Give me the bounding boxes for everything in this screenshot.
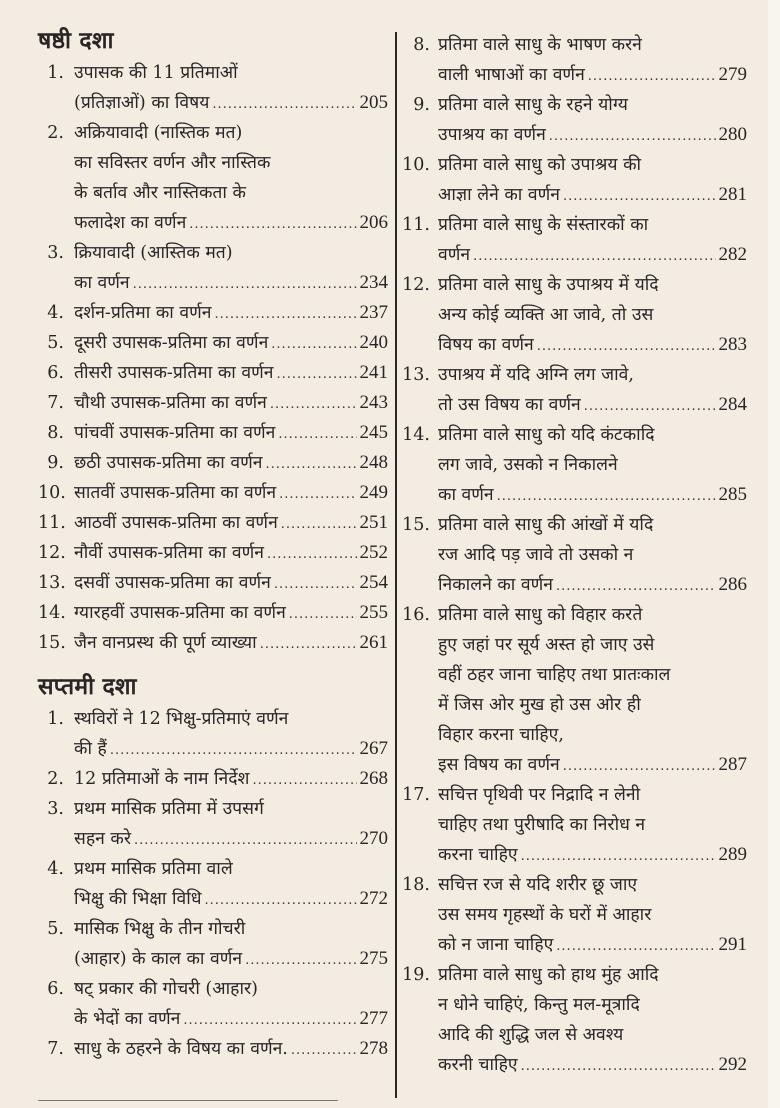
right-column [402, 30, 747, 1080]
entry-title-text: आज्ञा लेने का वर्णन [438, 185, 560, 205]
toc-entry-line [38, 1004, 388, 1034]
entry-title-text: प्रतिमा वाले साधु को विहार करते [438, 605, 643, 625]
toc-entry-line [38, 508, 388, 538]
toc-entry-line [38, 734, 388, 764]
toc-entry-line [38, 268, 388, 298]
entry-number: 18. [402, 875, 430, 895]
entry-number: 2. [47, 769, 64, 789]
page-number: 240 [359, 332, 388, 353]
entry-title-text: का वर्णन [74, 273, 130, 293]
toc-entry[interactable] [38, 764, 388, 794]
page-number: 249 [359, 482, 388, 503]
toc-entry-line [38, 598, 388, 628]
toc-entry-line [402, 600, 747, 630]
page-number: 277 [359, 1008, 388, 1029]
entry-title-text: छठी उपासक-प्रतिमा का वर्णन [74, 453, 263, 473]
entry-title-text: (आहार) के काल का वर्णन [74, 949, 243, 969]
page-number: 252 [359, 542, 388, 563]
toc-entry[interactable] [38, 418, 388, 448]
toc-entry-line [38, 208, 388, 238]
dot-leader [473, 242, 715, 272]
left-column [38, 24, 388, 1064]
entry-number: 14. [402, 425, 430, 445]
dot-leader [291, 1036, 357, 1066]
page-number: 245 [359, 422, 388, 443]
toc-entry-line [38, 1034, 388, 1064]
entry-number: 12. [38, 543, 66, 563]
toc-entry[interactable] [402, 960, 747, 1080]
page-number: 280 [718, 124, 747, 145]
entry-number: 10. [402, 155, 430, 175]
entry-title-text: रज आदि पड़ जावे तो उसको न [438, 545, 634, 565]
entry-title-text: करना चाहिए [438, 845, 518, 865]
entry-title-text: तो उस विषय का वर्णन [438, 395, 581, 415]
entry-title-text: प्रतिमा वाले साधु के संस्तारकों का [438, 215, 649, 235]
dot-leader [267, 540, 357, 570]
toc-entry-line [38, 884, 388, 914]
toc-entry-line [38, 88, 388, 118]
entry-number: 6. [47, 363, 64, 383]
entry-number: 10. [38, 483, 66, 503]
entry-title-text: को न जाना चाहिए [438, 935, 554, 955]
entry-number: 19. [402, 965, 430, 985]
entry-title-text: फलादेश का वर्णन [74, 213, 187, 233]
entry-number: 11. [402, 215, 430, 235]
toc-entry-line [38, 388, 388, 418]
dot-leader [133, 270, 357, 300]
dot-leader [549, 122, 716, 152]
entry-title-text: करनी चाहिए [438, 1055, 518, 1075]
entry-title-text: तीसरी उपासक-प्रतिमा का वर्णन [74, 363, 274, 383]
page-edge [768, 0, 780, 1108]
toc-entry[interactable] [38, 238, 388, 298]
toc-entry-line [402, 870, 747, 900]
entry-title-text: स्थविरों ने 12 भिक्षु-प्रतिमाएं वर्णन [74, 709, 289, 729]
entry-number: 15. [402, 515, 430, 535]
entry-number: 8. [413, 35, 430, 55]
toc-entry[interactable] [402, 600, 747, 780]
entry-title-text: प्रतिमा वाले साधु को हाथ मुंह आदि [438, 965, 659, 985]
page-number: 248 [359, 452, 388, 473]
toc-entry-line [402, 60, 747, 90]
page-number: 282 [718, 244, 747, 265]
toc-entry[interactable] [38, 974, 388, 1034]
toc-entry[interactable] [402, 870, 747, 960]
dot-leader [278, 420, 356, 450]
toc-entry-line [402, 1020, 747, 1050]
entry-title-text: सातवीं उपासक-प्रतिमा का वर्णन [74, 483, 277, 503]
toc-entry-line [402, 960, 747, 990]
entry-number: 7. [47, 1039, 64, 1059]
page-number: 237 [359, 302, 388, 323]
dot-leader [270, 390, 357, 420]
entry-number: 11. [38, 513, 66, 533]
page-number: 281 [718, 184, 747, 205]
entry-title-text: वर्णन [438, 245, 471, 265]
entry-title-text: प्रतिमा वाले साधु के उपाश्रय में यदि [438, 275, 659, 295]
toc-entry[interactable] [38, 58, 388, 118]
dot-leader [134, 826, 357, 856]
toc-entry-line [402, 150, 747, 180]
toc-entry[interactable] [38, 328, 388, 358]
entry-title-text: जैन वानप्रस्थ की पूर्ण व्याख्या [74, 633, 257, 653]
toc-entry[interactable] [402, 210, 747, 270]
toc-entry-line [402, 210, 747, 240]
dot-leader [279, 480, 356, 510]
entry-title-text: प्रथम मासिक प्रतिमा में उपसर्ग [74, 799, 264, 819]
page-number: 255 [359, 602, 388, 623]
page-number: 267 [359, 738, 388, 759]
entry-title-text: उपाश्रय में यदि अग्नि लग जावे, [438, 365, 634, 385]
entry-title-text: पांचवीं उपासक-प्रतिमा का वर्णन [74, 423, 276, 443]
entry-number: 9. [47, 453, 64, 473]
toc-entry-line [402, 240, 747, 270]
toc-entry-line [38, 538, 388, 568]
entry-number: 3. [47, 799, 64, 819]
toc-entry-line [402, 300, 747, 330]
entry-title-text: प्रतिमा वाले साधु के भाषण करने [438, 35, 642, 55]
entry-number: 14. [38, 603, 66, 623]
page-number: 283 [718, 334, 747, 355]
toc-entry[interactable] [38, 448, 388, 478]
dot-leader [289, 600, 357, 630]
entry-title-text: के बर्ताव और नास्तिकता के [74, 183, 246, 203]
page-number: 279 [718, 64, 747, 85]
entry-title-text: न धोने चाहिएं, किन्तु मल-मूत्रादि [438, 995, 640, 1015]
entry-number: 16. [402, 605, 430, 625]
entry-title-text: प्रतिमा वाले साधु की आंखों में यदि [438, 515, 654, 535]
toc-entry-line [402, 420, 747, 450]
toc-entry-line [402, 660, 747, 690]
entry-title-text: ग्यारहवीं उपासक-प्रतिमा का वर्णन [74, 603, 286, 623]
dot-leader [245, 946, 356, 976]
dot-leader [521, 1052, 716, 1082]
entry-title-text: साधु के ठहरने के विषय का वर्णन. [74, 1039, 288, 1059]
page-number: 243 [359, 392, 388, 413]
toc-entry-line [38, 794, 388, 824]
entry-title-text: निकालने का वर्णन [438, 575, 553, 595]
dot-leader [212, 90, 356, 120]
dot-leader [110, 736, 357, 766]
toc-entry-line [38, 704, 388, 734]
toc-entry[interactable] [402, 270, 747, 360]
entry-title-text: (प्रतिज्ञाओं) का विषय [74, 93, 210, 113]
entry-title-text: की हैं [74, 739, 107, 759]
entry-number: 12. [402, 275, 430, 295]
toc-entry-line [38, 628, 388, 658]
page-number: 287 [718, 754, 747, 775]
entry-title-text: दूसरी उपासक-प्रतिमा का वर्णन [74, 333, 269, 353]
entry-title-text: चाहिए तथा पुरीषादि का निरोध न [438, 815, 646, 835]
dot-leader [556, 572, 716, 602]
toc-entry-line [402, 810, 747, 840]
bottom-rule [38, 1100, 338, 1101]
entry-number: 7. [47, 393, 64, 413]
toc-entry-line [38, 568, 388, 598]
entry-title-text: क्रियावादी (आस्तिक मत) [74, 243, 233, 263]
page-number: 254 [359, 572, 388, 593]
page-number: 251 [359, 512, 388, 533]
column-divider [395, 32, 397, 1098]
toc-entry-line [402, 780, 747, 810]
entry-title-text: हुए जहां पर सूर्य अस्त हो जाए उसे [438, 635, 655, 655]
toc-entry[interactable] [402, 780, 747, 870]
dot-leader [265, 450, 356, 480]
toc-entry-line [38, 178, 388, 208]
toc-entry[interactable] [38, 568, 388, 598]
dot-leader [260, 630, 357, 660]
page-number: 289 [718, 844, 747, 865]
entry-title-text: विषय का वर्णन [438, 335, 534, 355]
page-number: 291 [718, 934, 747, 955]
toc-entry-line [38, 418, 388, 448]
entry-title-text: दर्शन-प्रतिमा का वर्णन [74, 303, 212, 323]
page-number: 275 [359, 948, 388, 969]
page-number: 234 [359, 272, 388, 293]
page-number: 284 [718, 394, 747, 415]
entry-title-text: प्रतिमा वाले साधु के रहने योग्य [438, 95, 628, 115]
toc-entry[interactable] [38, 388, 388, 418]
entry-title-text: वाली भाषाओं का वर्णन [438, 65, 585, 85]
page-number: 272 [359, 888, 388, 909]
entry-title-text: 12 प्रतिमाओं के नाम निर्देश [74, 769, 250, 789]
section-heading: षष्ठी दशा [38, 27, 114, 54]
entry-title-text: में जिस ओर मुख हो उस ओर ही [438, 695, 641, 715]
entry-title-text: सचित्त रज से यदि शरीर छू जाए [438, 875, 638, 895]
entry-number: 5. [47, 919, 64, 939]
toc-entry[interactable] [402, 420, 747, 510]
toc-entry[interactable] [38, 298, 388, 328]
toc-entry[interactable] [38, 914, 388, 974]
entry-title-text: के भेदों का वर्णन [74, 1009, 181, 1029]
dot-leader [521, 842, 716, 872]
dot-leader [537, 332, 716, 362]
entry-title-text: उपासक की 11 प्रतिमाओं [74, 63, 238, 83]
page-number: 270 [359, 828, 388, 849]
entry-number: 6. [47, 979, 64, 999]
entry-title-text: सहन करे [74, 829, 131, 849]
toc-entry[interactable] [38, 598, 388, 628]
entry-title-text: वहीं ठहर जाना चाहिए तथा प्रातःकाल [438, 665, 671, 685]
entry-number: 13. [402, 365, 430, 385]
entry-number: 8. [47, 423, 64, 443]
entry-title-text: षट् प्रकार की गोचरी (आहार) [74, 979, 258, 999]
toc-entry[interactable] [402, 510, 747, 600]
page-number: 241 [359, 362, 388, 383]
entry-title-text: दसवीं उपासक-प्रतिमा का वर्णन [74, 573, 271, 593]
entry-number: 17. [402, 785, 430, 805]
entry-number: 4. [47, 303, 64, 323]
entry-title-text: लग जावे, उसको न निकालने [438, 455, 618, 475]
entry-number: 1. [47, 709, 64, 729]
dot-leader [497, 482, 716, 512]
entry-number: 1. [47, 63, 64, 83]
toc-entry[interactable] [402, 150, 747, 210]
entry-title-text: नौवीं उपासक-प्रतिमा का वर्णन [74, 543, 264, 563]
toc-entry[interactable] [38, 628, 388, 658]
dot-leader [189, 210, 356, 240]
toc-entry-line [38, 118, 388, 148]
dot-leader [563, 182, 716, 212]
toc-entry[interactable] [402, 360, 747, 420]
entry-title-text: चौथी उपासक-प्रतिमा का वर्णन [74, 393, 267, 413]
toc-entry-line [402, 840, 747, 870]
page-number: 285 [718, 484, 747, 505]
entry-title-text: उपाश्रय का वर्णन [438, 125, 546, 145]
toc-entry-line [402, 360, 747, 390]
entry-number: 15. [38, 633, 66, 653]
toc-entry-line [38, 328, 388, 358]
toc-entry-line [402, 540, 747, 570]
toc-entry[interactable] [38, 508, 388, 538]
toc-entry[interactable] [38, 478, 388, 508]
toc-entry-line [402, 630, 747, 660]
toc-entry-line [402, 690, 747, 720]
toc-entry-line [402, 270, 747, 300]
entry-title-text: विहार करना चाहिए, [438, 725, 564, 745]
entry-title-text: आठवीं उपासक-प्रतिमा का वर्णन [74, 513, 278, 533]
page-number: 205 [359, 92, 388, 113]
entry-number: 9. [413, 95, 430, 115]
toc-entry-line [38, 854, 388, 884]
entry-title-text: आदि की शुद्धि जल से अवश्य [438, 1025, 624, 1045]
dot-leader [271, 330, 356, 360]
dot-leader [274, 570, 357, 600]
entry-title-text: सचित्त पृथिवी पर निद्रादि न लेनी [438, 785, 641, 805]
entry-title-text: का सविस्तर वर्णन और नास्तिक [74, 153, 271, 173]
toc-entry-line [402, 30, 747, 60]
entry-number: 5. [47, 333, 64, 353]
toc-entry[interactable] [38, 854, 388, 914]
toc-entry-line [402, 450, 747, 480]
entry-title-text: मासिक भिक्षु के तीन गोचरी [74, 919, 246, 939]
page-number: 278 [359, 1038, 388, 1059]
toc-entry-line [38, 974, 388, 1004]
entry-number: 13. [38, 573, 66, 593]
dot-leader [281, 510, 357, 540]
page-number: 206 [359, 212, 388, 233]
entry-number: 4. [47, 859, 64, 879]
dot-leader [277, 360, 357, 390]
toc-entry-line [38, 448, 388, 478]
toc-entry[interactable] [38, 358, 388, 388]
entry-title-text: प्रतिमा वाले साधु को यदि कंटकादि [438, 425, 655, 445]
dot-leader [556, 932, 715, 962]
entry-title-text: इस विषय का वर्णन [438, 755, 560, 775]
toc-entry-line [38, 824, 388, 854]
entry-title-text: प्रथम मासिक प्रतिमा वाले [74, 859, 233, 879]
toc-entry[interactable] [38, 794, 388, 854]
toc-entry-line [402, 930, 747, 960]
toc-entry[interactable] [38, 704, 388, 764]
page-number: 268 [359, 768, 388, 789]
section-heading: सप्तमी दशा [38, 673, 137, 700]
toc-entry-line [38, 358, 388, 388]
toc-entry[interactable] [38, 538, 388, 568]
page-number: 261 [359, 632, 388, 653]
toc-entry-line [402, 390, 747, 420]
dot-leader [205, 886, 357, 916]
dot-leader [183, 1006, 356, 1036]
toc-entry-line [402, 480, 747, 510]
toc-entry-line [38, 478, 388, 508]
entry-title-text: अन्य कोई व्यक्ति आ जावे, तो उस [438, 305, 654, 325]
entry-title-text: भिक्षु की भिक्षा विधि [74, 889, 202, 909]
toc-entry-line [402, 510, 747, 540]
toc-entry[interactable] [38, 1034, 388, 1064]
toc-entry[interactable] [402, 30, 747, 90]
toc-entry-line [38, 944, 388, 974]
toc-entry-line [38, 298, 388, 328]
toc-entry-line [402, 570, 747, 600]
page-number: 286 [718, 574, 747, 595]
dot-leader [584, 392, 716, 422]
toc-entry-line [38, 764, 388, 794]
toc-entry-line [38, 58, 388, 88]
entry-title-text: उस समय गृहस्थों के घरों में आहार [438, 905, 652, 925]
toc-entry-line [402, 720, 747, 750]
page-number: 292 [718, 1054, 747, 1075]
entry-title-text: का वर्णन [438, 485, 494, 505]
dot-leader [252, 766, 356, 796]
dot-leader [588, 62, 716, 92]
toc-entry-line [38, 914, 388, 944]
dot-leader [563, 752, 716, 782]
entry-number: 2. [47, 123, 64, 143]
toc-entry-line [402, 330, 747, 360]
toc-entry-line [38, 238, 388, 268]
toc-entry-line [402, 750, 747, 780]
toc-entry-line [402, 90, 747, 120]
toc-entry-line [402, 900, 747, 930]
toc-entry-line [402, 120, 747, 150]
entry-number: 3. [47, 243, 64, 263]
toc-entry[interactable] [402, 90, 747, 150]
dot-leader [214, 300, 356, 330]
toc-entry-line [38, 148, 388, 178]
toc-entry-line [402, 1050, 747, 1080]
toc-entry[interactable] [38, 118, 388, 238]
toc-entry-line [402, 990, 747, 1020]
entry-title-text: प्रतिमा वाले साधु को उपाश्रय की [438, 155, 642, 175]
toc-entry-line [402, 180, 747, 210]
entry-title-text: अक्रियावादी (नास्तिक मत) [74, 123, 243, 143]
